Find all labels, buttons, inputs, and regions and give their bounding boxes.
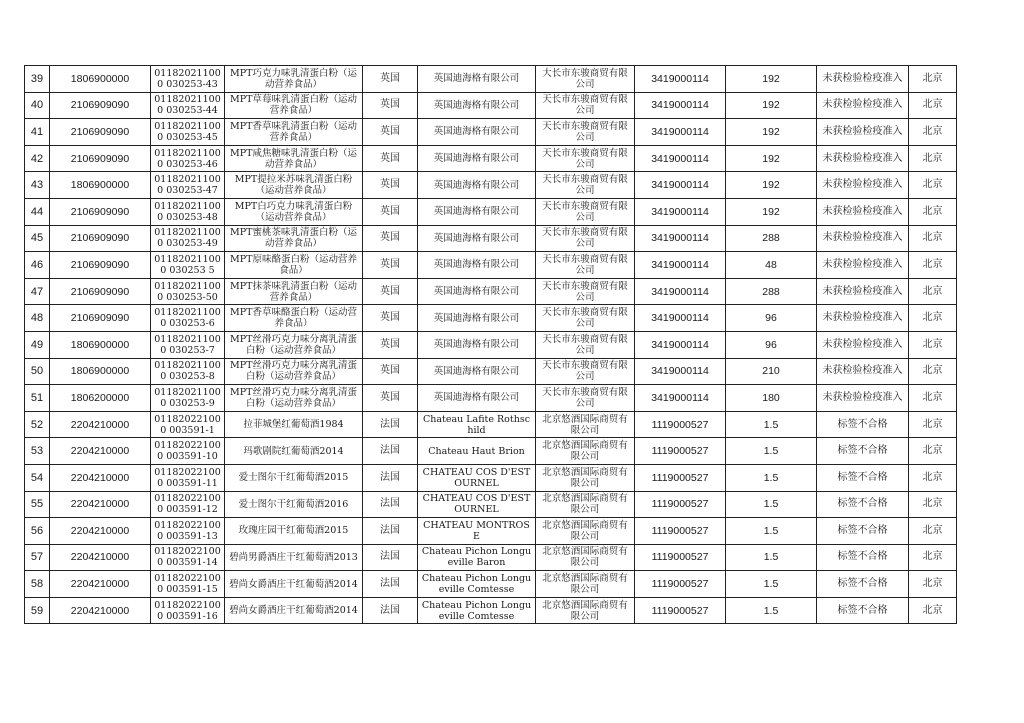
hs-code-cell: 2204210000: [50, 491, 151, 518]
importer-code-cell: 3419000114: [635, 198, 726, 225]
producer-cell: 英国迪海格有限公司: [418, 385, 536, 412]
importer-code-cell: 3419000114: [635, 66, 726, 93]
rejection-reason-cell: 标签不合格: [817, 464, 909, 491]
quantity-cell: 1.5: [726, 544, 817, 571]
port-cell: 北京: [909, 198, 957, 225]
port-cell: 北京: [909, 252, 957, 279]
producer-cell: 英国迪海格有限公司: [418, 331, 536, 358]
quantity-cell: 96: [726, 331, 817, 358]
reference-number-cell: 011820211000 030253-48: [151, 198, 225, 225]
hs-code-cell: 1806900000: [50, 358, 151, 385]
product-name-cell: 玛歌剧院红葡萄酒2014: [225, 438, 363, 465]
quantity-cell: 192: [726, 119, 817, 146]
producer-cell: 英国迪海格有限公司: [418, 119, 536, 146]
importer-cell: 天长市东骏商贸有限公司: [536, 278, 635, 305]
hs-code-cell: 2106909090: [50, 92, 151, 119]
hs-code-cell: 2204210000: [50, 571, 151, 598]
row-number-cell: 40: [25, 92, 50, 119]
origin-country-cell: 法国: [363, 411, 418, 438]
row-number-cell: 39: [25, 66, 50, 93]
product-name-cell: MPT咸焦糖味乳清蛋白粉（运动营养食品）: [225, 145, 363, 172]
importer-code-cell: 1119000527: [635, 571, 726, 598]
origin-country-cell: 英国: [363, 278, 418, 305]
reference-number-cell: 011820211000 030253-8: [151, 358, 225, 385]
importer-code-cell: 3419000114: [635, 305, 726, 332]
row-number-cell: 56: [25, 518, 50, 545]
hs-code-cell: 2106909090: [50, 252, 151, 279]
hs-code-cell: 2106909090: [50, 145, 151, 172]
port-cell: 北京: [909, 385, 957, 412]
reference-number-cell: 011820221000 003591-15: [151, 571, 225, 598]
importer-cell: 天长市东骏商贸有限公司: [536, 119, 635, 146]
rejection-reason-cell: 未获检验检疫准入: [817, 331, 909, 358]
importer-code-cell: 3419000114: [635, 331, 726, 358]
table-row: [25, 92, 957, 119]
reference-number-cell: 011820211000 030253-9: [151, 385, 225, 412]
product-name-cell: MPT香草味酪蛋白粉（运动营养食品）: [225, 305, 363, 332]
table-row: [25, 491, 957, 518]
rejection-reason-cell: 未获检验检疫准入: [817, 225, 909, 252]
port-cell: 北京: [909, 571, 957, 598]
producer-cell: CHATEAU COS D'ESTOURNEL: [418, 464, 536, 491]
importer-code-cell: 3419000114: [635, 92, 726, 119]
product-name-cell: MPT提拉米苏味乳清蛋白粉（运动营养食品）: [225, 172, 363, 199]
origin-country-cell: 法国: [363, 491, 418, 518]
origin-country-cell: 法国: [363, 597, 418, 624]
row-number-cell: 45: [25, 225, 50, 252]
table-row: [25, 198, 957, 225]
port-cell: 北京: [909, 225, 957, 252]
port-cell: 北京: [909, 358, 957, 385]
reference-number-cell: 011820211000 030253 5: [151, 252, 225, 279]
producer-cell: Chateau Haut Brion: [418, 438, 536, 465]
table-row: [25, 464, 957, 491]
importer-cell: 北京悠酒国际商贸有限公司: [536, 571, 635, 598]
product-name-cell: MPT抹茶味乳清蛋白粉（运动营养食品）: [225, 278, 363, 305]
producer-cell: Chateau Pichon Longueville Comtesse: [418, 597, 536, 624]
port-cell: 北京: [909, 544, 957, 571]
table-row: [25, 305, 957, 332]
reference-number-cell: 011820211000 030253-43: [151, 66, 225, 93]
table-row: [25, 172, 957, 199]
row-number-cell: 44: [25, 198, 50, 225]
producer-cell: 英国迪海格有限公司: [418, 305, 536, 332]
origin-country-cell: 法国: [363, 544, 418, 571]
importer-code-cell: 1119000527: [635, 411, 726, 438]
producer-cell: Chateau Pichon Longueville Baron: [418, 544, 536, 571]
importer-cell: 北京悠酒国际商贸有限公司: [536, 518, 635, 545]
product-name-cell: 碧尚女爵酒庄干红葡萄酒2014: [225, 597, 363, 624]
row-number-cell: 57: [25, 544, 50, 571]
table-row: [25, 411, 957, 438]
importer-cell: 天长市东骏商贸有限公司: [536, 225, 635, 252]
hs-code-cell: 2106909090: [50, 198, 151, 225]
port-cell: 北京: [909, 438, 957, 465]
importer-code-cell: 3419000114: [635, 252, 726, 279]
rejection-reason-cell: 未获检验检疫准入: [817, 385, 909, 412]
port-cell: 北京: [909, 92, 957, 119]
hs-code-cell: 2204210000: [50, 464, 151, 491]
reference-number-cell: 011820211000 030253-45: [151, 119, 225, 146]
hs-code-cell: 2106909090: [50, 278, 151, 305]
product-name-cell: MPT蜜桃茶味乳清蛋白粉（运动营养食品）: [225, 225, 363, 252]
reference-number-cell: 011820211000 030253-44: [151, 92, 225, 119]
quantity-cell: 1.5: [726, 464, 817, 491]
origin-country-cell: 英国: [363, 198, 418, 225]
table-row: [25, 571, 957, 598]
rejection-reason-cell: 标签不合格: [817, 518, 909, 545]
importer-code-cell: 3419000114: [635, 172, 726, 199]
reference-number-cell: 011820221000 003591-13: [151, 518, 225, 545]
origin-country-cell: 英国: [363, 66, 418, 93]
origin-country-cell: 英国: [363, 305, 418, 332]
table-row: [25, 252, 957, 279]
table-row: [25, 358, 957, 385]
rejection-reason-cell: 标签不合格: [817, 438, 909, 465]
product-name-cell: MPT丝滑巧克力味分离乳清蛋白粉（运动营养食品）: [225, 331, 363, 358]
rejection-reason-cell: 标签不合格: [817, 571, 909, 598]
producer-cell: 英国迪海格有限公司: [418, 225, 536, 252]
reference-number-cell: 011820211000 030253-6: [151, 305, 225, 332]
importer-code-cell: 1119000527: [635, 518, 726, 545]
table-row: [25, 119, 957, 146]
quantity-cell: 48: [726, 252, 817, 279]
quantity-cell: 192: [726, 66, 817, 93]
table-row: [25, 145, 957, 172]
port-cell: 北京: [909, 411, 957, 438]
quantity-cell: 1.5: [726, 571, 817, 598]
importer-cell: 北京悠酒国际商贸有限公司: [536, 491, 635, 518]
importer-code-cell: 1119000527: [635, 464, 726, 491]
row-number-cell: 48: [25, 305, 50, 332]
rejection-reason-cell: 未获检验检疫准入: [817, 358, 909, 385]
row-number-cell: 54: [25, 464, 50, 491]
product-name-cell: 碧尚女爵酒庄干红葡萄酒2014: [225, 571, 363, 598]
hs-code-cell: 2204210000: [50, 518, 151, 545]
importer-cell: 天长市东骏商贸有限公司: [536, 198, 635, 225]
quantity-cell: 192: [726, 172, 817, 199]
origin-country-cell: 英国: [363, 119, 418, 146]
quantity-cell: 288: [726, 278, 817, 305]
importer-cell: 天长市东骏商贸有限公司: [536, 358, 635, 385]
port-cell: 北京: [909, 597, 957, 624]
row-number-cell: 58: [25, 571, 50, 598]
reference-number-cell: 011820221000 003591-14: [151, 544, 225, 571]
importer-code-cell: 1119000527: [635, 491, 726, 518]
rejection-reason-cell: 标签不合格: [817, 544, 909, 571]
importer-code-cell: 1119000527: [635, 438, 726, 465]
reference-number-cell: 011820221000 003591-12: [151, 491, 225, 518]
reference-number-cell: 011820211000 030253-47: [151, 172, 225, 199]
row-number-cell: 59: [25, 597, 50, 624]
producer-cell: 英国迪海格有限公司: [418, 92, 536, 119]
origin-country-cell: 法国: [363, 571, 418, 598]
product-name-cell: 拉菲城堡红葡萄酒1984: [225, 411, 363, 438]
rejection-reason-cell: 未获检验检疫准入: [817, 198, 909, 225]
importer-cell: 大长市东骏商贸有限公司: [536, 66, 635, 93]
importer-code-cell: 3419000114: [635, 385, 726, 412]
port-cell: 北京: [909, 172, 957, 199]
product-name-cell: MPT草莓味乳清蛋白粉（运动营养食品）: [225, 92, 363, 119]
table-row: [25, 438, 957, 465]
hs-code-cell: 2204210000: [50, 438, 151, 465]
quantity-cell: 1.5: [726, 597, 817, 624]
importer-code-cell: 3419000114: [635, 278, 726, 305]
rejection-reason-cell: 未获检验检疫准入: [817, 119, 909, 146]
rejection-reason-cell: 未获检验检疫准入: [817, 278, 909, 305]
origin-country-cell: 英国: [363, 145, 418, 172]
row-number-cell: 42: [25, 145, 50, 172]
reference-number-cell: 011820221000 003591-11: [151, 464, 225, 491]
producer-cell: 英国迪海格有限公司: [418, 172, 536, 199]
importer-code-cell: 3419000114: [635, 225, 726, 252]
port-cell: 北京: [909, 491, 957, 518]
port-cell: 北京: [909, 145, 957, 172]
table-row: [25, 331, 957, 358]
importer-cell: 北京悠酒国际商贸有限公司: [536, 464, 635, 491]
row-number-cell: 51: [25, 385, 50, 412]
importer-cell: 北京悠酒国际商贸有限公司: [536, 438, 635, 465]
port-cell: 北京: [909, 464, 957, 491]
reference-number-cell: 011820221000 003591-1: [151, 411, 225, 438]
rejection-reason-cell: 未获检验检疫准入: [817, 145, 909, 172]
importer-cell: 天长市东骏商贸有限公司: [536, 145, 635, 172]
quantity-cell: 210: [726, 358, 817, 385]
product-name-cell: 玫瑰庄园干红葡萄酒2015: [225, 518, 363, 545]
quantity-cell: 1.5: [726, 438, 817, 465]
importer-code-cell: 3419000114: [635, 358, 726, 385]
origin-country-cell: 英国: [363, 252, 418, 279]
origin-country-cell: 英国: [363, 331, 418, 358]
producer-cell: Chateau Pichon Longueville Comtesse: [418, 571, 536, 598]
port-cell: 北京: [909, 331, 957, 358]
rejection-reason-cell: 未获检验检疫准入: [817, 252, 909, 279]
port-cell: 北京: [909, 305, 957, 332]
importer-code-cell: 3419000114: [635, 119, 726, 146]
quantity-cell: 192: [726, 198, 817, 225]
importer-cell: 北京悠酒国际商贸有限公司: [536, 597, 635, 624]
row-number-cell: 50: [25, 358, 50, 385]
producer-cell: 英国迪海格有限公司: [418, 198, 536, 225]
hs-code-cell: 1806900000: [50, 66, 151, 93]
rejection-reason-cell: 未获检验检疫准入: [817, 92, 909, 119]
origin-country-cell: 英国: [363, 172, 418, 199]
row-number-cell: 47: [25, 278, 50, 305]
producer-cell: Chateau Lafite Rothschild: [418, 411, 536, 438]
hs-code-cell: 2106909090: [50, 225, 151, 252]
origin-country-cell: 英国: [363, 385, 418, 412]
table-row: [25, 518, 957, 545]
reference-number-cell: 011820211000 030253-7: [151, 331, 225, 358]
row-number-cell: 55: [25, 491, 50, 518]
reference-number-cell: 011820211000 030253-50: [151, 278, 225, 305]
producer-cell: 英国迪海格有限公司: [418, 145, 536, 172]
row-number-cell: 53: [25, 438, 50, 465]
origin-country-cell: 英国: [363, 358, 418, 385]
product-name-cell: MPT丝滑巧克力味分离乳清蛋白粉（运动营养食品）: [225, 358, 363, 385]
origin-country-cell: 英国: [363, 225, 418, 252]
row-number-cell: 49: [25, 331, 50, 358]
producer-cell: 英国迪海格有限公司: [418, 278, 536, 305]
product-name-cell: 爱士图尔干红葡萄酒2015: [225, 464, 363, 491]
quantity-cell: 192: [726, 92, 817, 119]
table-row: [25, 225, 957, 252]
hs-code-cell: 1806900000: [50, 172, 151, 199]
reference-number-cell: 011820221000 003591-10: [151, 438, 225, 465]
rejection-reason-cell: 标签不合格: [817, 491, 909, 518]
table-body: [25, 66, 957, 624]
quantity-cell: 1.5: [726, 491, 817, 518]
producer-cell: 英国迪海格有限公司: [418, 358, 536, 385]
rejection-reason-cell: 未获检验检疫准入: [817, 66, 909, 93]
importer-cell: 天长市东骏商贸有限公司: [536, 331, 635, 358]
table-row: [25, 597, 957, 624]
reference-number-cell: 011820211000 030253-46: [151, 145, 225, 172]
hs-code-cell: 2204210000: [50, 411, 151, 438]
rejection-reason-cell: 标签不合格: [817, 597, 909, 624]
quantity-cell: 180: [726, 385, 817, 412]
importer-cell: 天长市东骏商贸有限公司: [536, 92, 635, 119]
producer-cell: 英国迪海格有限公司: [418, 66, 536, 93]
row-number-cell: 52: [25, 411, 50, 438]
hs-code-cell: 2204210000: [50, 544, 151, 571]
row-number-cell: 41: [25, 119, 50, 146]
producer-cell: CHATEAU MONTROSE: [418, 518, 536, 545]
reference-number-cell: 011820211000 030253-49: [151, 225, 225, 252]
hs-code-cell: 2106909090: [50, 305, 151, 332]
quantity-cell: 288: [726, 225, 817, 252]
producer-cell: 英国迪海格有限公司: [418, 252, 536, 279]
row-number-cell: 46: [25, 252, 50, 279]
origin-country-cell: 法国: [363, 464, 418, 491]
producer-cell: CHATEAU COS D'ESTOURNEL: [418, 491, 536, 518]
importer-cell: 天长市东骏商贸有限公司: [536, 252, 635, 279]
product-name-cell: MPT白巧克力味乳清蛋白粉（运动营养食品）: [225, 198, 363, 225]
quantity-cell: 1.5: [726, 518, 817, 545]
quantity-cell: 192: [726, 145, 817, 172]
rejection-reason-cell: 未获检验检疫准入: [817, 305, 909, 332]
product-name-cell: 碧尚男爵酒庄干红葡萄酒2013: [225, 544, 363, 571]
importer-code-cell: 3419000114: [635, 145, 726, 172]
port-cell: 北京: [909, 278, 957, 305]
importer-cell: 北京悠酒国际商贸有限公司: [536, 544, 635, 571]
importer-cell: 天长市东骏商贸有限公司: [536, 305, 635, 332]
rejection-reason-cell: 标签不合格: [817, 411, 909, 438]
table-row: [25, 385, 957, 412]
origin-country-cell: 法国: [363, 518, 418, 545]
rejected-imports-table: [24, 65, 957, 624]
port-cell: 北京: [909, 518, 957, 545]
importer-code-cell: 1119000527: [635, 597, 726, 624]
importer-cell: 天长市东骏商贸有限公司: [536, 172, 635, 199]
product-name-cell: MPT原味酪蛋白粉（运动营养食品）: [225, 252, 363, 279]
hs-code-cell: 2204210000: [50, 597, 151, 624]
product-name-cell: 爱士图尔干红葡萄酒2016: [225, 491, 363, 518]
table-row: [25, 66, 957, 93]
hs-code-cell: 2106909090: [50, 119, 151, 146]
table-row: [25, 278, 957, 305]
reference-number-cell: 011820221000 003591-16: [151, 597, 225, 624]
table-row: [25, 544, 957, 571]
product-name-cell: MPT丝滑巧克力味分离乳清蛋白粉（运动营养食品）: [225, 385, 363, 412]
hs-code-cell: 1806200000: [50, 385, 151, 412]
product-name-cell: MPT香草味乳清蛋白粉（运动营养食品）: [225, 119, 363, 146]
importer-cell: 天长市东骏商贸有限公司: [536, 385, 635, 412]
origin-country-cell: 英国: [363, 92, 418, 119]
row-number-cell: 43: [25, 172, 50, 199]
origin-country-cell: 法国: [363, 438, 418, 465]
quantity-cell: 96: [726, 305, 817, 332]
port-cell: 北京: [909, 66, 957, 93]
rejection-reason-cell: 未获检验检疫准入: [817, 172, 909, 199]
port-cell: 北京: [909, 119, 957, 146]
importer-code-cell: 1119000527: [635, 544, 726, 571]
importer-cell: 北京悠酒国际商贸有限公司: [536, 411, 635, 438]
product-name-cell: MPT巧克力味乳清蛋白粉（运动营养食品）: [225, 66, 363, 93]
quantity-cell: 1.5: [726, 411, 817, 438]
hs-code-cell: 1806900000: [50, 331, 151, 358]
